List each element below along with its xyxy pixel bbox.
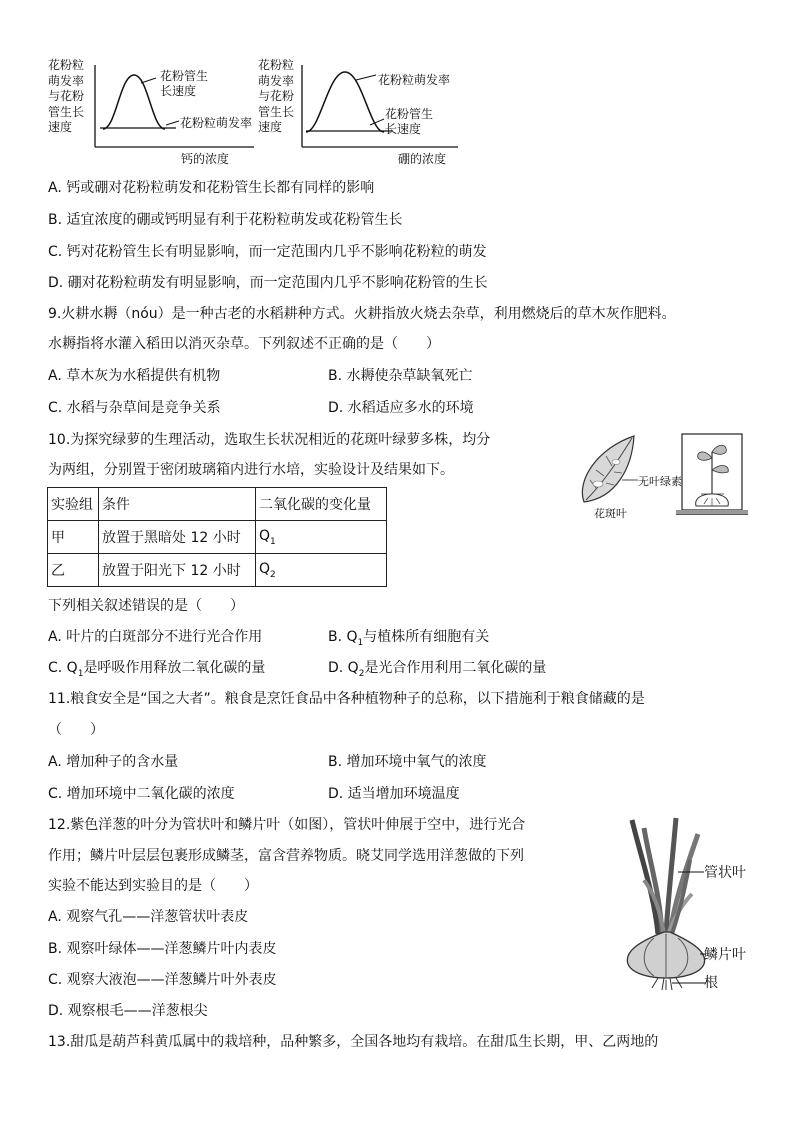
graph-right-curve1-label: 花粉粒萌发率 <box>378 73 451 87</box>
onion-label-root: 根 <box>704 975 718 991</box>
q8-option-d: D. 硼对花粉粒萌发有明显影响，而一定范围内几乎不影响花粉管的生长 <box>48 275 488 291</box>
onion-illustration <box>614 814 754 994</box>
graph-left-ylabel-1: 花粉粒 <box>48 58 85 72</box>
table-cell-group: 乙 <box>48 554 99 587</box>
q2-subscript: 2 <box>270 569 276 580</box>
onion-figure <box>614 814 754 994</box>
graph-left-curve1-label-1: 花粉管生 <box>160 69 209 83</box>
table-row <box>48 554 387 587</box>
q10-option-c-sub: 1 <box>77 668 84 679</box>
pothos-figure <box>576 428 748 524</box>
experiment-table <box>47 487 387 587</box>
graph-calcium <box>48 55 258 167</box>
graph-right-curve2-label-2: 长速度 <box>385 122 422 136</box>
table-cell-co2 <box>256 554 387 587</box>
q13-stem-line1: 13.甜瓜是葫芦科黄瓜属中的栽培种，品种繁多，全国各地均有栽培。在甜瓜生长期，甲、乙两地的 <box>48 1034 659 1050</box>
graph-boron <box>258 55 468 167</box>
graph-right-ylabel-1: 花粉粒 <box>258 58 295 72</box>
q9-stem-line2: 水耨指将水灌入稻田以消灭杂草。下列叙述不正确的是（ ） <box>48 336 440 352</box>
q11-option-b: B. 增加环境中氧气的浓度 <box>328 754 487 770</box>
graph-left-curve1-label-2: 长速度 <box>160 84 197 98</box>
q9-stem-line1: 9.火耕水耨（nóu）是一种古老的水稻耕种方式。火耕指放火烧去杂草，利用燃烧后的草木灰作肥料。 <box>48 306 676 322</box>
table-header-co2: 二氧化碳的变化量 <box>256 488 387 521</box>
graph-right-ylabel-5: 速度 <box>258 120 283 134</box>
q10-option-d-prefix: D. Q <box>328 660 359 676</box>
q10-option-c <box>48 658 265 684</box>
q10-option-d <box>328 658 546 684</box>
graph-right-ylabel-3: 与花粉 <box>258 89 295 103</box>
graph-right-ylabel-4: 管生长 <box>258 104 295 119</box>
q12-option-a: A. 观察气孔——洋葱管状叶表皮 <box>48 909 249 925</box>
q10-question: 下列相关叙述错误的是（ ） <box>48 598 244 614</box>
q12-option-d: D. 观察根毛——洋葱根尖 <box>48 1003 208 1019</box>
table-cell-co2 <box>256 521 387 554</box>
graph-left-ylabel-3: 与花粉 <box>48 89 85 103</box>
onion-label-scale-leaf: 鳞片叶 <box>704 947 746 963</box>
q10-option-c-prefix: C. Q <box>48 660 78 676</box>
q12-option-b: B. 观察叶绿体——洋葱鳞片叶内表皮 <box>48 941 277 957</box>
q12-stem-line2: 作用；鳞片叶层层包裹形成鳞茎，富含营养物质。晓艾同学选用洋葱做的下列 <box>48 848 524 864</box>
q11-option-a: A. 增加种子的含水量 <box>48 754 179 770</box>
graph-right-curve2-label-1: 花粉管生 <box>385 107 434 121</box>
table-cell-condition: 放置于阳光下 12 小时 <box>99 554 256 587</box>
graph-left-ylabel-5: 速度 <box>48 120 73 134</box>
q10-option-d-text: 是光合作用利用二氧化碳的量 <box>364 660 547 676</box>
q12-stem-line3: 实验不能达到实验目的是（ ） <box>48 878 258 894</box>
q9-option-c: C. 水稻与杂草间是竞争关系 <box>48 400 221 416</box>
q9-option-a: A. 草木灰为水稻提供有机物 <box>48 368 221 384</box>
q10-option-a: A. 叶片的白斑部分不进行光合作用 <box>48 629 263 645</box>
table-header-group: 实验组 <box>48 488 99 521</box>
q10-option-b-sub: 1 <box>357 637 364 648</box>
table-row <box>48 521 387 554</box>
graph-left-ylabel-4: 管生长 <box>48 104 85 119</box>
q10-option-b-text: 与植株所有细胞有关 <box>363 629 490 645</box>
q8-option-c: C. 钙对花粉管生长有明显影响，而一定范围内几乎不影响花粉粒的萌发 <box>48 244 487 260</box>
q12-stem-line1: 12.紫色洋葱的叶分为管状叶和鳞片叶（如图），管状叶伸展于空中，进行光合 <box>48 817 526 833</box>
graph-left-xlabel: 钙的浓度 <box>181 152 230 166</box>
graph-left-ylabel-2: 萌发率 <box>48 73 85 88</box>
table-cell-condition: 放置于黑暗处 12 小时 <box>99 521 256 554</box>
q8-option-b: B. 适宜浓度的硼或钙明显有利于花粉粒萌发或花粉管生长 <box>48 212 403 228</box>
graph-right-plot <box>258 55 468 155</box>
q11-option-d: D. 适当增加环境温度 <box>328 786 460 802</box>
figure-label-variegated-leaf: 花斑叶 <box>594 507 627 520</box>
q11-option-c: C. 增加环境中二氧化碳的浓度 <box>48 786 235 802</box>
q2-symbol: Q <box>259 560 271 577</box>
table-cell-group: 甲 <box>48 521 99 554</box>
q10-option-b-prefix: B. Q <box>328 629 358 645</box>
q11-stem-line2: （ ） <box>48 722 104 738</box>
q12-option-c: C. 观察大液泡——洋葱鳞片叶外表皮 <box>48 972 277 988</box>
q1-subscript: 1 <box>270 536 276 547</box>
graph-right-xlabel: 硼的浓度 <box>398 152 447 166</box>
q8-option-a: A. 钙或硼对花粉粒萌发和花粉管生长都有同样的影响 <box>48 180 375 196</box>
q10-stem-line1: 10.为探究绿萝的生理活动，选取生长状况相近的花斑叶绿萝多株，均分 <box>48 432 491 448</box>
figure-label-no-chlorophyll: 无叶绿素 <box>638 475 682 488</box>
q1-symbol: Q <box>259 527 271 544</box>
graph-left-plot <box>48 55 258 155</box>
q11-stem-line1: 11.粮食安全是“国之大者”。粮食是烹饪食品中各种植物种子的总称，以下措施利于粮食储藏的是 <box>48 691 645 707</box>
q10-stem-line2: 为两组，分别置于密闭玻璃箱内进行水培，实验设计及结果如下。 <box>48 462 454 478</box>
q9-option-b: B. 水耨使杂草缺氧死亡 <box>328 368 473 384</box>
onion-label-tubular-leaf: 管状叶 <box>704 865 746 881</box>
q10-option-c-text: 是呼吸作用释放二氧化碳的量 <box>83 660 266 676</box>
q10-option-d-sub: 2 <box>358 668 365 679</box>
graph-left-curve2-label: 花粉粒萌发率 <box>180 116 253 130</box>
table-header-row <box>48 488 387 521</box>
q9-option-d: D. 水稻适应多水的环境 <box>328 400 474 416</box>
graph-right-ylabel-2: 萌发率 <box>258 73 295 88</box>
table-header-condition: 条件 <box>99 488 256 521</box>
q10-option-b <box>328 627 489 653</box>
